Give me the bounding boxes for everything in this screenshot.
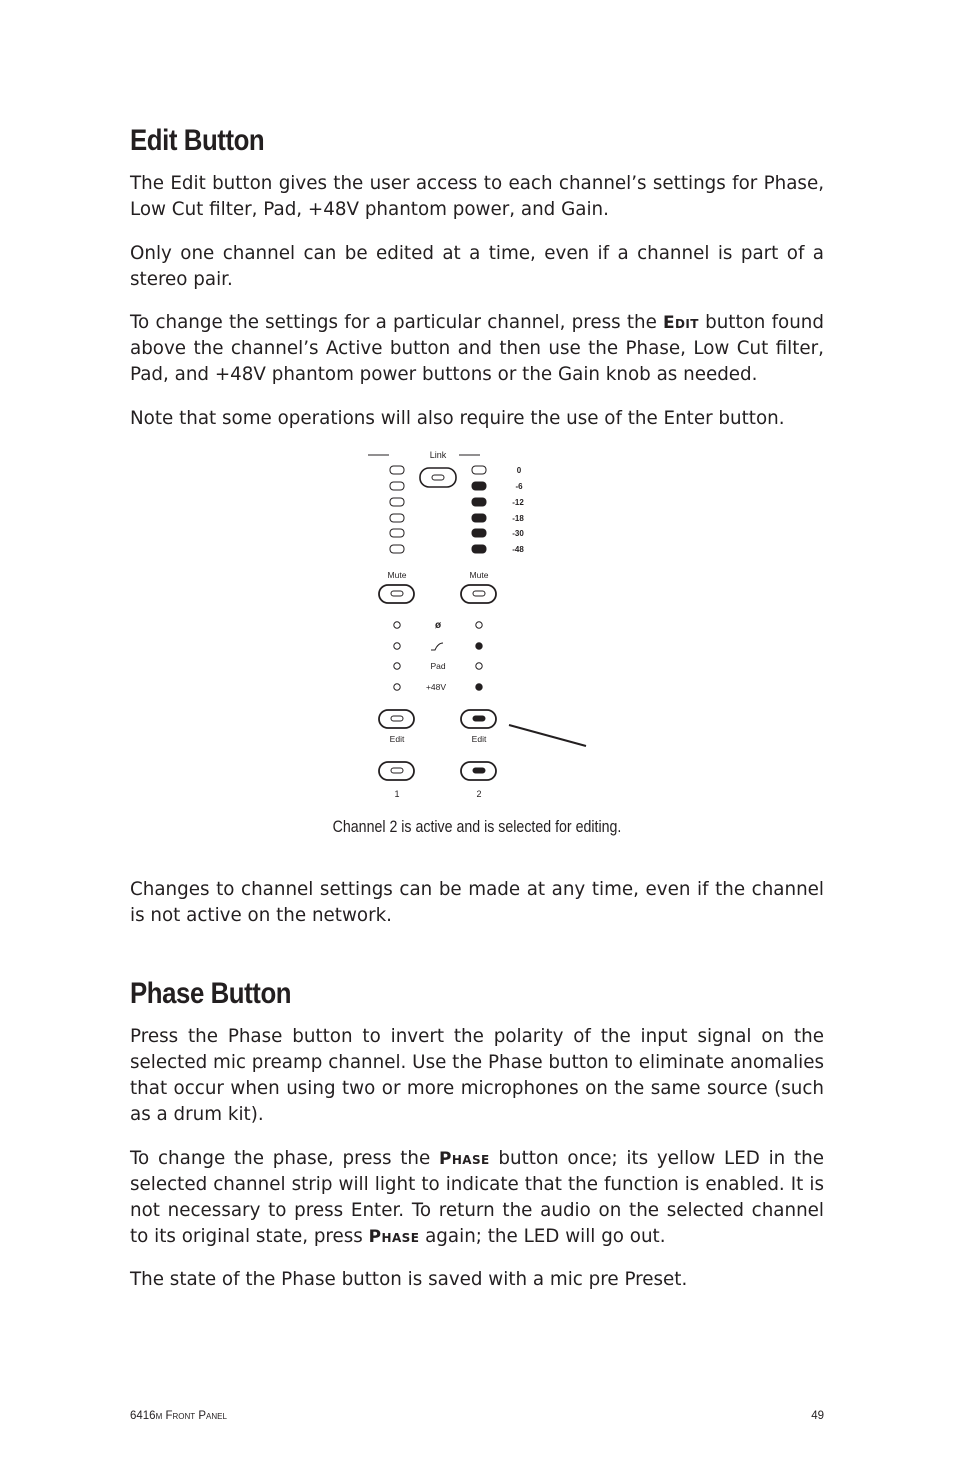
edit-paragraph-1: The Edit button gives the user access to each channel’s settings for Phase, Low Cut filter, Pad, +48V phantom power, and Gain. [130, 173, 824, 220]
edit-paragraph-5: Changes to channel settings can be made at any time, even if the channel is not active on the network. [130, 879, 824, 926]
figure-caption: Channel 2 is active and is selected for editing. [332, 818, 622, 836]
function-led-ch2 [476, 622, 482, 628]
footer-model: 6416 [130, 1410, 156, 1422]
meter-label: -48 [512, 545, 524, 554]
channel-number-1: 1 [394, 789, 400, 799]
meter-label: 0 [516, 466, 522, 475]
active-button-ch1[interactable] [379, 762, 414, 780]
p7-text-c: again; the LED will go out. [419, 1226, 666, 1247]
p3-text-a: To change the settings for a particular channel, press the [130, 312, 664, 333]
channel-2-meter [472, 466, 486, 553]
mute-label-ch1: Mute [387, 570, 407, 580]
meter-led-ch1 [390, 466, 404, 474]
edit-label-ch1: Edit [389, 734, 405, 744]
meter-led-ch1 [390, 545, 404, 553]
edit-label-ch2: Edit [471, 734, 487, 744]
channel-1-meter [390, 466, 404, 553]
meter-label: -12 [512, 498, 524, 507]
callout-line [509, 725, 586, 746]
meter-scale [512, 466, 524, 554]
phase-paragraph-3: The state of the Phase button is saved with a mic pre Preset. [130, 1269, 688, 1290]
link-label: Link [429, 450, 447, 460]
function-led-ch1 [394, 643, 400, 649]
function-led-ch1 [394, 684, 400, 690]
meter-label: -6 [515, 482, 523, 491]
function-led-ch1 [394, 663, 400, 669]
edit-paragraph-4: Note that some operations will also require the use of the Enter button. [130, 408, 785, 429]
meter-led-ch2 [472, 482, 486, 490]
low-cut-icon [431, 643, 443, 650]
phantom-label: +48V [425, 682, 447, 692]
meter-label: -18 [512, 514, 524, 523]
phase-button-heading: Phase Button [130, 977, 292, 1010]
edit-button-heading: Edit Button [130, 124, 265, 157]
phase-key-label: Phase [439, 1149, 490, 1169]
channel-1-function-leds [394, 622, 400, 690]
p7-text-b: button once; its yellow LED in the selected channel strip will light to indicate that the function is enabled. It is not necessary to press Enter. To return the audio on the selected channel to its original state, press [130, 1148, 824, 1247]
meter-led-ch2 [472, 466, 486, 474]
meter-led-ch2 [472, 498, 486, 506]
mute-label-ch2: Mute [469, 570, 489, 580]
function-led-ch2 [476, 684, 482, 690]
meter-label: -30 [512, 529, 524, 538]
phase-paragraph-1: Press the Phase button to invert the polarity of the input signal on the selected mic preamp channel. Use the Phase button to eliminate anomalies that occur when using two or more microphones on the same source (such as a drum kit). [130, 1026, 824, 1125]
mute-button-ch2[interactable] [461, 585, 496, 603]
link-led [432, 475, 444, 480]
page-number: 49 [811, 1410, 824, 1422]
meter-led-ch2 [472, 529, 486, 537]
p3-text-b: button found above the channel’s Active button and then use the Phase, Low Cut filter, Pad, and +48V phantom power buttons or the Gain knob as needed. [130, 312, 824, 385]
phase-key-label: Phase [368, 1227, 420, 1247]
edit-button-ch2[interactable] [461, 710, 496, 728]
edit-paragraph-2: Only one channel can be edited at a time, even if a channel is part of a stereo pair. [130, 243, 824, 290]
phase-symbol: ø [434, 620, 442, 631]
meter-led-ch1 [390, 482, 404, 490]
function-led-ch1 [394, 622, 400, 628]
edit-key-label: Edit [663, 313, 699, 333]
phase-paragraph-2 [130, 1146, 824, 1250]
meter-led-ch1 [390, 498, 404, 506]
pad-label: Pad [430, 661, 446, 671]
footer-section-title [130, 1410, 227, 1422]
function-led-ch2 [476, 663, 482, 669]
function-led-ch2 [476, 643, 482, 649]
active-button-ch2[interactable] [461, 762, 496, 780]
meter-led-ch1 [390, 514, 404, 522]
edit-button-ch1[interactable] [379, 710, 414, 728]
channel-2-function-leds [476, 622, 482, 690]
footer-section: Front Panel [165, 1410, 227, 1422]
meter-led-ch1 [390, 529, 404, 537]
meter-led-ch2 [472, 545, 486, 553]
channel-number-2: 2 [476, 789, 482, 799]
mute-button-ch1[interactable] [379, 585, 414, 603]
p7-text-a: To change the phase, press the [130, 1148, 439, 1169]
meter-led-ch2 [472, 514, 486, 522]
footer-model-suffix: m [155, 1410, 163, 1422]
